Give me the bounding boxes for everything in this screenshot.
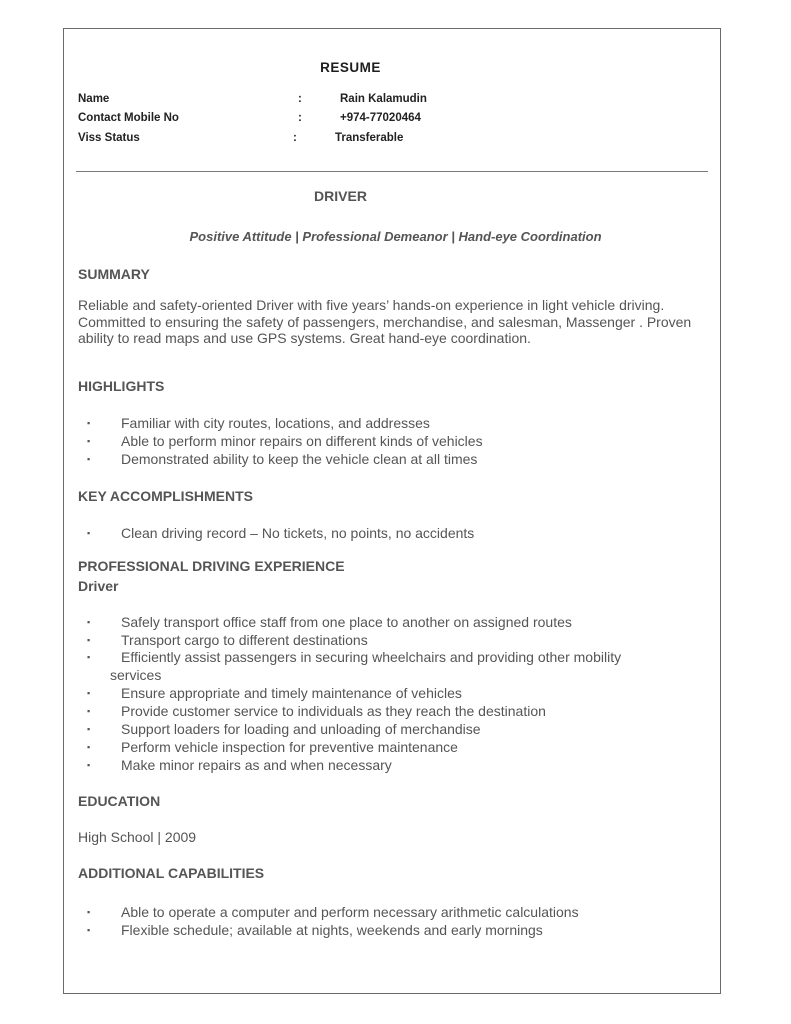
info-label: Name <box>78 93 110 105</box>
header-divider <box>76 171 708 172</box>
info-colon: : <box>298 112 302 124</box>
list-item-continuation: services <box>110 666 162 683</box>
highlights-heading: HIGHLIGHTS <box>78 378 165 394</box>
tagline: Positive Attitude | Professional Demeanor | Hand-eye Coordination <box>189 229 602 244</box>
summary-text: Reliable and safety-oriented Driver with five years’ hands-on experience in light vehicle driving. Committed to ensuring the safety of passengers, merchandise, and salesman, Massenger . Proven ability to read maps and use GPS systems. Great hand-eye coordination. <box>78 297 692 346</box>
list-item: ▪ Clean driving record – No tickets, no points, no accidents <box>78 524 708 542</box>
accomplishments-heading: KEY ACCOMPLISHMENTS <box>78 488 254 504</box>
list-item: ▪ Flexible schedule; available at nights, weekends and early mornings <box>78 921 708 939</box>
list-item: ▪ Perform vehicle inspection for preventive maintenance <box>78 738 708 756</box>
list-item: ▪ Provide customer service to individuals as they reach the destination <box>78 702 708 720</box>
education-heading: EDUCATION <box>78 793 161 809</box>
resume-title: RESUME <box>320 60 381 75</box>
capabilities-heading: ADDITIONAL CAPABILITIES <box>78 865 265 881</box>
page-border <box>63 28 721 994</box>
info-row-contact <box>78 112 421 124</box>
summary-heading: SUMMARY <box>78 266 150 282</box>
highlights-list <box>78 414 708 468</box>
list-item: ▪ Safely transport office staff from one place to another on assigned routes <box>78 613 708 631</box>
list-item: ▪ Demonstrated ability to keep the vehicle clean at all times <box>78 450 708 468</box>
list-item-text: Efficiently assist passengers in securing wheelchairs and providing other mobility <box>121 649 622 665</box>
list-item: ▪ Familiar with city routes, locations, and addresses <box>78 414 708 432</box>
experience-role: Driver <box>78 578 119 594</box>
info-colon: : <box>293 132 297 144</box>
list-item: ▪ Support loaders for loading and unloading of merchandise <box>78 720 708 738</box>
capabilities-list <box>78 903 708 939</box>
info-row-visa <box>78 132 403 144</box>
info-value: +974-77020464 <box>340 112 421 124</box>
info-row-name <box>78 93 427 105</box>
list-item: ▪ Transport cargo to different destinations <box>78 631 708 649</box>
info-value: Rain Kalamudin <box>340 93 427 105</box>
info-label: Viss Status <box>78 132 140 144</box>
education-text: High School | 2009 <box>78 829 197 845</box>
list-item: ▪ Able to operate a computer and perform necessary arithmetic calculations <box>78 903 708 921</box>
experience-list <box>78 613 708 774</box>
accomplishments-list <box>78 524 708 542</box>
list-item: ▪ Make minor repairs as and when necessary <box>78 756 708 774</box>
list-item: ▪ Ensure appropriate and timely maintenance of vehicles <box>78 684 708 702</box>
info-value: Transferable <box>335 132 404 144</box>
job-title: DRIVER <box>314 188 367 204</box>
list-item <box>78 649 708 684</box>
info-label: Contact Mobile No <box>78 112 179 124</box>
info-colon: : <box>298 93 302 105</box>
experience-heading: PROFESSIONAL DRIVING EXPERIENCE <box>78 558 345 574</box>
list-item: ▪ Able to perform minor repairs on different kinds of vehicles <box>78 432 708 450</box>
